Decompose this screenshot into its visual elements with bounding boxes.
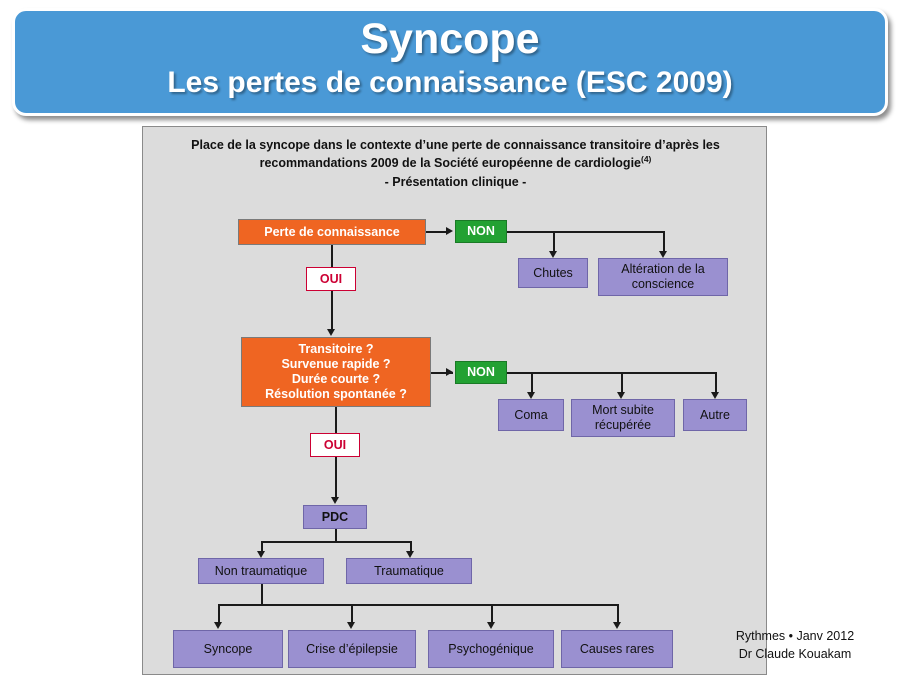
- connector-leaf-causes: [617, 604, 619, 624]
- arrowhead-causes-rares: [613, 622, 621, 629]
- arrowhead-crise: [347, 622, 355, 629]
- connector-pdc-split: [261, 541, 411, 543]
- connector-non2-autre: [715, 372, 717, 394]
- node-syncope[interactable]: Syncope: [173, 630, 283, 668]
- connector-oui1-to-criteres: [331, 291, 333, 331]
- credit-line-1: Rythmes • Janv 2012: [735, 628, 855, 643]
- credit-line-2: Dr Claude Kouakam: [738, 646, 852, 661]
- arrowhead-autre: [711, 392, 719, 399]
- node-coma[interactable]: Coma: [498, 399, 564, 431]
- node-perte-de-connaissance[interactable]: Perte de connaissance: [238, 219, 426, 245]
- connector-pc-to-non1: [426, 231, 448, 233]
- page-title: Syncope: [360, 15, 540, 63]
- node-causes-rares[interactable]: Causes rares: [561, 630, 673, 668]
- connector-leaf-crise: [351, 604, 353, 624]
- connector-non2-out: [507, 372, 529, 374]
- node-mort-subite-recuperee[interactable]: Mort subite récupérée: [571, 399, 675, 437]
- connector-non1-alteration: [663, 231, 665, 253]
- node-non-1[interactable]: NON: [455, 220, 507, 243]
- connector-leaf-psycho: [491, 604, 493, 624]
- arrowhead-non2: [446, 368, 453, 376]
- page-subtitle: Les pertes de connaissance (ESC 2009): [167, 66, 733, 100]
- connector-non1-out: [507, 231, 529, 233]
- connector-non2-split: [529, 372, 716, 374]
- connector-criteres-to-oui2: [335, 407, 337, 433]
- criteres-line-2: Survenue rapide ?: [281, 357, 391, 371]
- node-autre[interactable]: Autre: [683, 399, 747, 431]
- arrowhead-coma: [527, 392, 535, 399]
- arrowhead-pdc: [331, 497, 339, 504]
- node-alteration-conscience[interactable]: Altération de la conscience: [598, 258, 728, 296]
- connector-pdc-down: [335, 529, 337, 541]
- criteres-line-3: Durée courte ?: [291, 372, 381, 386]
- connector-leaf-syncope: [218, 604, 220, 624]
- title-banner: [12, 8, 888, 116]
- connector-non1-split: [529, 231, 664, 233]
- arrowhead-syncope: [214, 622, 222, 629]
- node-traumatique[interactable]: Traumatique: [346, 558, 472, 584]
- node-pdc[interactable]: PDC: [303, 505, 367, 529]
- node-chutes[interactable]: Chutes: [518, 258, 588, 288]
- node-oui-1[interactable]: OUI: [306, 267, 356, 291]
- connector-non2-coma: [531, 372, 533, 394]
- diagram-panel: [142, 126, 767, 675]
- arrowhead-chutes: [549, 251, 557, 258]
- arrowhead-criteres: [327, 329, 335, 336]
- connector-nontrauma-down: [261, 584, 263, 604]
- arrowhead-traumatique: [406, 551, 414, 558]
- connector-non2-mort: [621, 372, 623, 394]
- arrowhead-psychogenique: [487, 622, 495, 629]
- criteres-line-1: Transitoire ?: [298, 342, 374, 356]
- connector-leaves-split: [218, 604, 618, 606]
- arrowhead-pc-to-non1: [446, 227, 453, 235]
- credit-block: [700, 627, 890, 663]
- arrowhead-non-traumatique: [257, 551, 265, 558]
- figure-caption-line3: - Présentation clinique -: [384, 174, 527, 189]
- arrowhead-mort: [617, 392, 625, 399]
- figure-caption: [143, 137, 768, 191]
- node-oui-2[interactable]: OUI: [310, 433, 360, 457]
- node-criteres-transitoire[interactable]: [241, 337, 431, 407]
- node-non-2[interactable]: NON: [455, 361, 507, 384]
- connector-pc-to-oui1: [331, 245, 333, 267]
- node-crise-epilepsie[interactable]: Crise d’épilepsie: [288, 630, 416, 668]
- figure-caption-superscript: (4): [641, 153, 652, 164]
- arrowhead-alteration: [659, 251, 667, 258]
- connector-non1-chutes: [553, 231, 555, 253]
- figure-caption-line1: Place de la syncope dans le contexte d’une perte de connaissance transitoire: [191, 138, 652, 152]
- criteres-line-4: Résolution spontanée ?: [265, 387, 407, 401]
- figure-caption-line2: d’après les recommandations 2009 de la Société européenne de cardiologie: [259, 138, 720, 171]
- node-psychogenique[interactable]: Psychogénique: [428, 630, 554, 668]
- node-non-traumatique[interactable]: Non traumatique: [198, 558, 324, 584]
- connector-oui2-to-pdc: [335, 457, 337, 499]
